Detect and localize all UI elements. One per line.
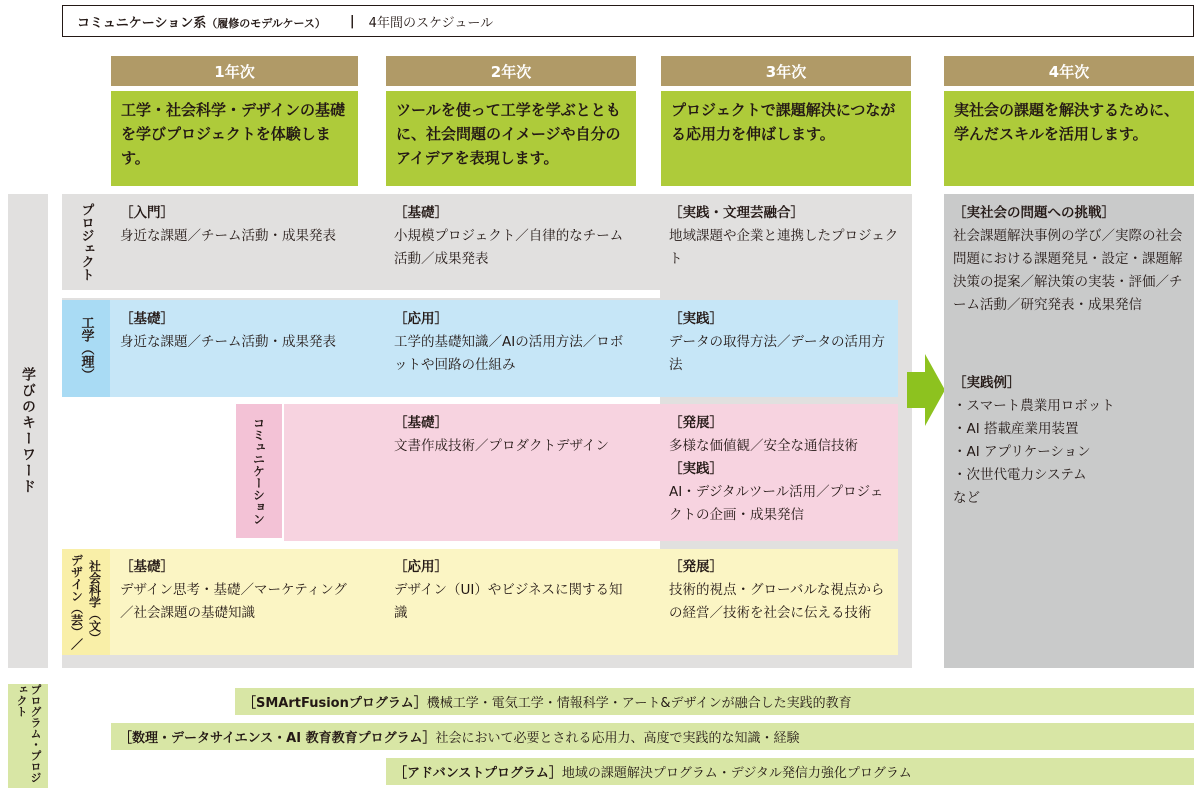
- program-advanced: ［アドバンストプログラム］ 地域の課題解決プログラム・デジタル発信力強化プログラム: [386, 758, 1194, 785]
- project-year3: ［実践・文理芸融合］ 地域課題や企業と連携したプロジェクト: [669, 205, 899, 267]
- header-box: [62, 5, 1194, 37]
- header-title: コミュニケーション系（履修のモデルケース）: [77, 15, 326, 31]
- program-data-science: ［数理・データサイエンス・AI 教育教育プログラム］ 社会において必要とされる応用力、高度で実践的な知識・経験: [111, 723, 1194, 750]
- program-smartfusion: ［SMArtFusionプログラム］ 機械工学・電気工学・情報科学・アート&デザインが融合した実践的教育: [235, 688, 1194, 715]
- gap-strip: [62, 290, 660, 298]
- engineering-year3: ［実践］ データの取得方法／データの活用方法: [669, 311, 885, 373]
- row-label-communication: コミュニケーション: [236, 404, 282, 538]
- row-label-design: デザイン（芸）／ 社会科学（文）: [62, 549, 110, 655]
- design-year1: ［基礎］ デザイン思考・基礎／マーケティング／社会課題の基礎知識: [120, 559, 347, 621]
- year-1-goal: 工学・社会科学・デザインの基礎を学びプロジェクトを体験します。: [111, 91, 358, 186]
- year-1-header: 1年次: [111, 56, 358, 86]
- engineering-year1: ［基礎］ 身近な課題／チーム活動・成果発表: [120, 311, 336, 350]
- year-3-goal: プロジェクトで課題解決につながる応用力を伸ばします。: [661, 91, 911, 186]
- communication-year2: ［基礎］ 文書作成技術／プロダクトデザイン: [394, 415, 610, 454]
- year-4-goal: 実社会の課題を解決するために、学んだスキルを活用します。: [944, 91, 1194, 186]
- arrow-right-icon: [907, 350, 947, 430]
- program-label: プログラム・プロジェクト: [8, 684, 48, 788]
- year-2-header: 2年次: [386, 56, 636, 86]
- year4-challenge: ［実社会の問題への挑戦］ 社会課題解決事例の学び／実際の社会問題における課題発見・設定・課題解決策の提案／解決策の実装・評価／チーム活動／研究発表・成果発信: [953, 205, 1183, 313]
- communication-year3: ［発展］ 多様な価値観／安全な通信技術 ［実践］ AI・デジタルツール活用／プロジェクトの企画・成果発信: [669, 415, 884, 523]
- year-2-goal: ツールを使って工学を学ぶとともに、社会問題のイメージや自分のアイデアを表現します。: [386, 91, 636, 186]
- design-year2: ［応用］ デザイン（UI）やビジネスに関する知識: [394, 559, 623, 621]
- gap-strip-2: [62, 541, 660, 549]
- side-label: 学びのキーワード: [8, 194, 48, 668]
- design-year3: ［発展］ 技術的視点・グローバルな視点からの経営／技術を社会に伝える技術: [669, 559, 885, 621]
- header-caption: 4年間のスケジュール: [368, 15, 494, 31]
- header-separator: |: [349, 13, 355, 29]
- project-year2: ［基礎］ 小規模プロジェクト／自律的なチーム活動／成果発表: [394, 205, 624, 267]
- row-label-engineering: 工学（理）: [62, 300, 110, 397]
- year4-examples: ［実践例］ ・スマート農業用ロボット ・AI 搭載産業用装置 ・AI アプリケーション ・次世代電力システム など: [953, 375, 1115, 506]
- engineering-year2: ［応用］ 工学的基礎知識／AIの活用方法／ロボットや回路の仕組み: [394, 311, 624, 373]
- project-year1: ［入門］ 身近な課題／チーム活動・成果発表: [120, 205, 336, 244]
- year-4-header: 4年次: [944, 56, 1194, 86]
- row-label-project: プロジェクト: [78, 203, 94, 281]
- year-3-header: 3年次: [661, 56, 911, 86]
